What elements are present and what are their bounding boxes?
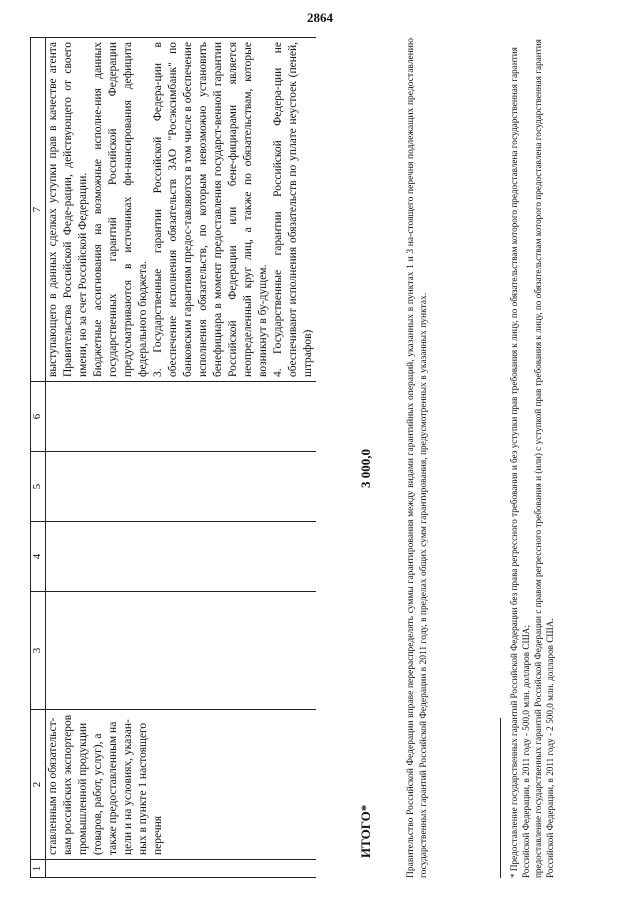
conditions-paragraph-2: Бюджетные ассигнования на возможные исполне-ния данных государственных гарантий Российской Федерации предусматриваются в источниках фи-нансирования дефицита федерального бюджета.: [92, 42, 149, 377]
total-label: ИТОГО*: [358, 804, 373, 858]
column-header-4: 4: [31, 522, 46, 592]
cell-col-7: [46, 38, 317, 382]
footnote-1: * Предоставление государственных гарантий Российской Федерации без права регрессного требования и без уступки прав требования к лицу, по обязательствам которого предоставлена государственная гарантия Российской Федерации, в 2011 году - 500,0 млн. долларов США;: [509, 47, 531, 878]
table-header-row: [31, 38, 46, 878]
conditions-paragraph-3: 3. Государственные гарантии Российской Федера-ции в обеспечение исполнения обязательств ЗАО "Росэксимбанк" по банковским гарантиям предос-тавляются в том числе в обеспечение исполнения обязательств, по которым невозможно установить бенефициара в момент предоставления государст-венной гарантии Российской Федерации или бене-фициарами является неопределенный круг лиц, а также по обязательствам, которые возникнут в бу-дущем.: [152, 42, 269, 377]
cell-col-5: [46, 452, 317, 522]
column-header-3: 3: [31, 592, 46, 710]
footnote-divider: [500, 718, 501, 878]
table-row: [46, 38, 317, 878]
rotated-document-sheet: [30, 38, 610, 878]
cell-col-3: [46, 592, 317, 710]
column-header-2: 2: [31, 710, 46, 860]
cell-col-4: [46, 522, 317, 592]
cell-col-6: [46, 382, 317, 452]
page-number: 2864: [307, 10, 333, 25]
guarantee-table: [30, 37, 316, 878]
footnote-2: предоставление государственных гарантий Российской Федерации с правом регрессного требования и (или) с уступкой прав требования к лицу, по обязательствам которого предоставлена государственная гарантия Российской Федерации, в 2011 году - 2 500,0 млн. долларов США.: [533, 39, 555, 878]
column-header-1: 1: [31, 860, 46, 878]
footnotes: [508, 38, 556, 878]
conditions-paragraph-4: 4. Государственные гарантии Российской Федера-ции не обеспечивают исполнения обязательств по уплате неустоек (пеней, штрафов): [272, 42, 314, 377]
redistribution-note: Правительство Российской Федерации вправе перераспределять суммы гарантирования между видами гарантийных операций, указанных в пунктах 1 и 3 на-стоящего перечня подлежащих предоставлению государственных гарантий Российской Федерации в 2011 году, в пределах общих сумм гарантирования, предусмотренных в указанных пунктах.: [406, 38, 429, 878]
cell-col-1: [46, 860, 317, 878]
total-value: 3 000,0: [358, 449, 373, 488]
guarantee-purpose-text: ставленным по обязательст- вам российских экспортеров промышленной продукции (товаров, работ, услуг), а также предоставленным на цели и на условиях, указан- ных в пункте 1 настоящего перечня: [47, 714, 164, 855]
conditions-paragraph-1: выступающего в данных сделках уступки прав в качестве агента Правительства Российской Феде-рации, действующего от своего имени, но за счет Российской Федерации.: [47, 42, 89, 377]
column-header-7: 7: [31, 38, 46, 382]
column-header-6: 6: [31, 382, 46, 452]
column-header-5: 5: [31, 452, 46, 522]
cell-col-2: [46, 710, 317, 860]
